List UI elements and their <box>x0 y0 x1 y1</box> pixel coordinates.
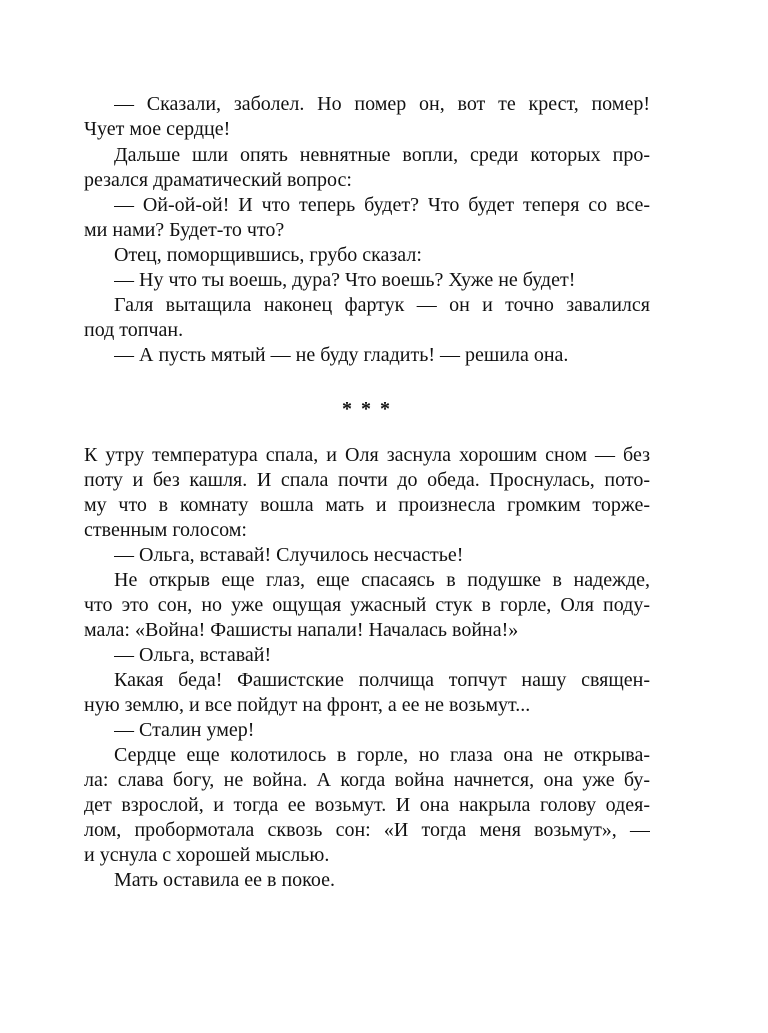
text-line: — Ольга, вставай! Случилось несчастье! <box>114 544 464 566</box>
text-line: резался драматический вопрос: <box>84 169 352 191</box>
text-line: Отец, поморщившись, грубо сказал: <box>114 244 422 266</box>
text-line: Какая беда! Фашистские полчища топчут нашу священ- <box>114 669 650 691</box>
text-line: Чует мое сердце! <box>84 118 231 140</box>
section-separator: * * * <box>342 398 392 420</box>
text-line: дет взрослой, и тогда ее возьмут. И она накрыла голову одея- <box>84 794 650 816</box>
text-line: мала: «Война! Фашисты напали! Началась война!» <box>84 619 519 641</box>
text-line: ми нами? Будет-то что? <box>84 219 285 241</box>
text-line: Дальше шли опять невнятные вопли, среди которых про- <box>114 144 650 166</box>
text-line: Мать оставила ее в покое. <box>114 869 335 891</box>
text-line: ственным голосом: <box>84 519 247 541</box>
text-line: му что в комнату вошла мать и произнесла громким торже- <box>84 494 650 516</box>
text-line: что это сон, но уже ощущая ужасный стук в горле, Оля поду- <box>84 594 650 616</box>
text-line: К утру температура спала, и Оля заснула хорошим сном — без <box>84 444 650 466</box>
text-line: — Сказали, заболел. Но помер он, вот те крест, помер! <box>114 93 650 115</box>
text-line: Галя вытащила наконец фартук — он и точно завалился <box>114 294 650 316</box>
text-line: — Сталин умер! <box>114 719 255 741</box>
text-line: поту и без кашля. И спала почти до обеда. Проснулась, пото- <box>84 469 650 491</box>
text-line: и уснула с хорошей мыслью. <box>84 844 330 866</box>
text-line: — Ольга, вставай! <box>114 644 272 666</box>
text-line: — Ой-ой-ой! И что теперь будет? Что будет теперя со все- <box>114 194 650 216</box>
text-line: лом, пробормотала сквозь сон: «И тогда меня возьмут», — <box>84 819 650 841</box>
text-line: под топчан. <box>84 319 184 341</box>
text-line: — Ну что ты воешь, дура? Что воешь? Хуже не будет! <box>114 269 576 291</box>
text-line: Не открыв еще глаз, еще спасаясь в подушке в надежде, <box>114 569 650 591</box>
text-line: ла: слава богу, не война. А когда война начнется, она уже бу- <box>84 769 650 791</box>
text-line: ную землю, и все пойдут на фронт, а ее не возьмут... <box>84 694 531 716</box>
text-line: Сердце еще колотилось в горле, но глаза она не открыва- <box>114 744 650 766</box>
text-line: — А пусть мятый — не буду гладить! — решила она. <box>114 344 569 366</box>
